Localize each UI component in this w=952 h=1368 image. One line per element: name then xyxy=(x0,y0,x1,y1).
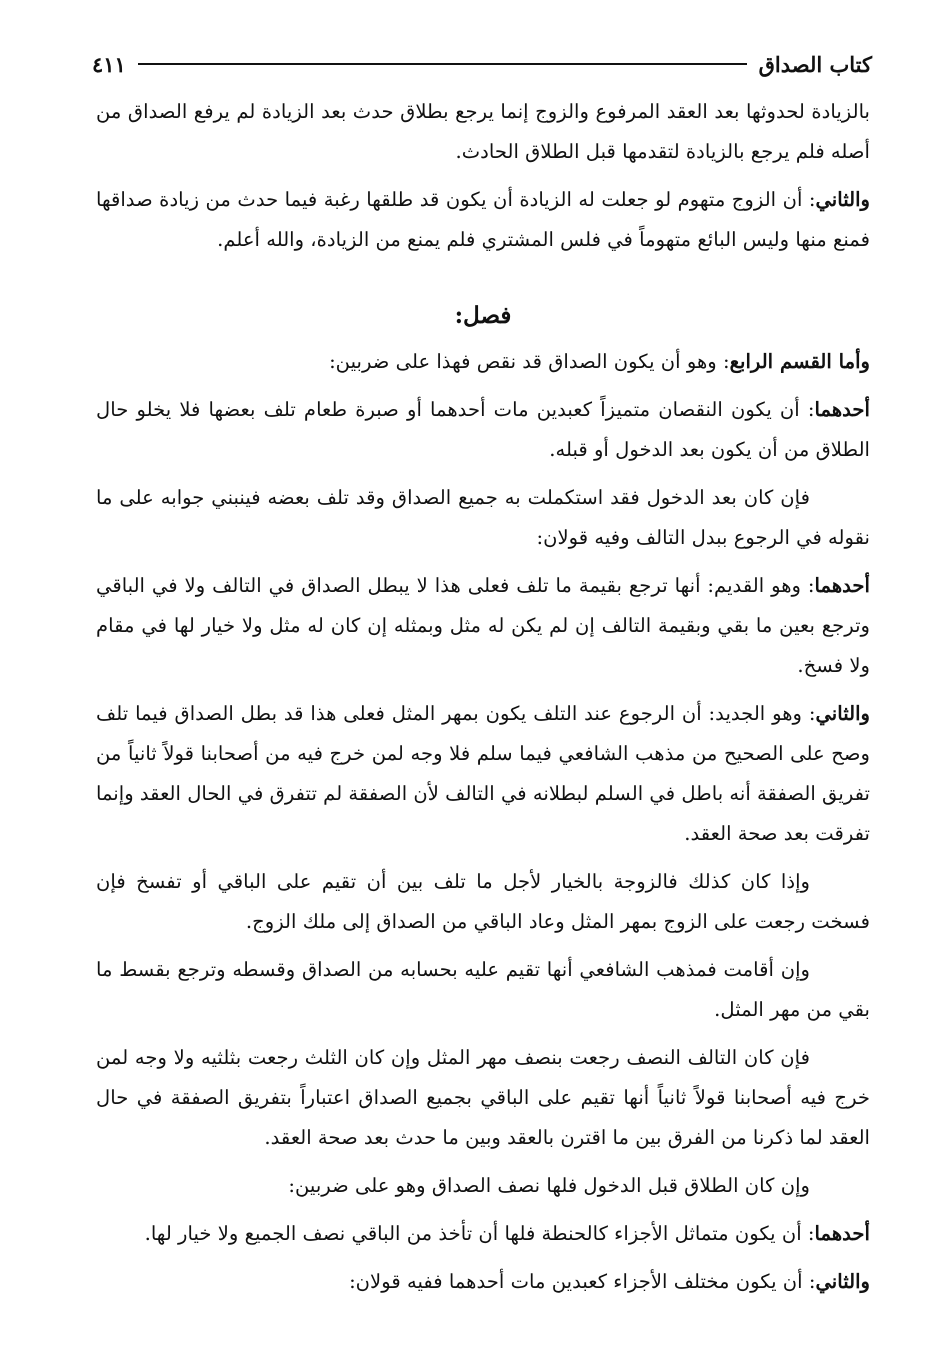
paragraph-lead: والثاني xyxy=(815,188,870,211)
paragraph: فإن كان بعد الدخول فقد استكملت به جميع الصداق وقد تلف بعضه فينبني جوابه على ما نقوله في الرجوع ببدل التالف وفيه قولان: xyxy=(96,486,870,549)
header-rule xyxy=(138,63,747,65)
paragraph-lead: أحدهما xyxy=(814,574,870,597)
paragraph xyxy=(126,1262,870,1302)
chapter-title: كتاب الصداق xyxy=(758,51,872,77)
paragraph xyxy=(96,566,870,686)
paragraph: فإن كان التالف النصف رجعت بنصف مهر المثل وإن كان الثلث رجعت بثلثيه ولا وجه لمن خرج فيه أصحابنا قولاً ثانياً أنها تقيم على الباقي بجميع الصداق اعتباراً بتفريق الصفقة في حال العقد لما ذكرنا من الفرق بين ما اقترن بالعقد وبين ما حدث بعد صحة العقد. xyxy=(96,1046,870,1149)
paragraph-text: : أن يكون مختلف الأجزاء كعبدين مات أحدهما ففيه قولان: xyxy=(349,1270,816,1293)
paragraph-text: : وهو أن يكون الصداق قد نقص فهذا على ضربين: xyxy=(329,350,730,373)
paragraph-lead: وأما القسم الرابع xyxy=(729,350,870,373)
paragraph xyxy=(96,390,870,470)
paragraph xyxy=(96,694,870,854)
paragraph-lead: أحدهما xyxy=(814,1222,870,1245)
page-number: ٤١١ xyxy=(92,51,126,77)
paragraph-text: : وهو القديم: أنها ترجع بقيمة ما تلف فعلى هذا لا يبطل الصداق في التالف ولا في الباقي وترجع بعين ما بقي وبقيمة التالف إن لم يكن له مثل وبمثله إن كان له مثل ولا خيار لها في مقام ولا فسخ. xyxy=(96,574,870,677)
paragraph-text: : أن يكون النقصان متميزاً كعبدين مات أحدهما أو صبرة طعام تلف بعضها فلا يخلو حال الطلاق من أن يكون بعد الدخول أو قبله. xyxy=(96,398,870,461)
section-heading: فصل: xyxy=(454,302,512,329)
paragraph: وإن أقامت فمذهب الشافعي أنها تقيم عليه بحسابه من الصداق وقسطه وترجع بقسط ما بقي من مهر المثل. xyxy=(96,958,870,1021)
running-header xyxy=(92,44,872,84)
paragraph-lead: أحدهما xyxy=(814,398,870,421)
paragraph-text: : أن يكون متماثل الأجزاء كالحنطة فلها أن تأخذ من الباقي نصف الجميع ولا خيار لها. xyxy=(144,1222,815,1245)
paragraph: وإن كان الطلاق قبل الدخول فلها نصف الصداق وهو على ضربين: xyxy=(288,1174,810,1197)
paragraph xyxy=(126,342,870,382)
paragraph-lead: والثاني xyxy=(815,1270,870,1293)
paragraph-lead: والثاني xyxy=(815,702,870,725)
paragraph: بالزيادة لحدوثها بعد العقد المرفوع والزوج إنما يرجع بطلاق حدث بعد الزيادة لم يرفع الصداق من أصله فلم يرجع بالزيادة لتقدمها قبل الطلاق الحادث. xyxy=(96,100,870,163)
paragraph-text: : أن الزوج متهوم لو جعلت له الزيادة أن يكون قد طلقها رغبة فيما حدث من زيادة صداقها فمنع منها وليس البائع متهوماً في فلس المشتري فلم يمنع من الزيادة، والله أعلم. xyxy=(96,188,870,251)
paragraph xyxy=(96,180,870,260)
page-body xyxy=(96,92,870,1310)
paragraph: وإذا كان كذلك فالزوجة بالخيار لأجل ما تلف بين أن تقيم على الباقي أو تفسخ فإن فسخت رجعت على الزوج بمهر المثل وعاد الباقي من الصداق إلى ملك الزوج. xyxy=(96,870,870,933)
paragraph xyxy=(96,1214,870,1254)
paragraph-text: : وهو الجديد: أن الرجوع عند التلف يكون بمهر المثل فعلى هذا قد بطل الصداق فيما تلف وصح على الصحيح من مذهب الشافعي فيما سلم فلا وجه لمن خرج فيه من أصحابنا قولاً ثانياً من تفريق الصفقة أنه باطل في السلم لبطلانه في التالف لأن الصفقة لم تتفرق في الحال العقد وإنما تفرقت بعد صحة العقد. xyxy=(96,702,870,845)
